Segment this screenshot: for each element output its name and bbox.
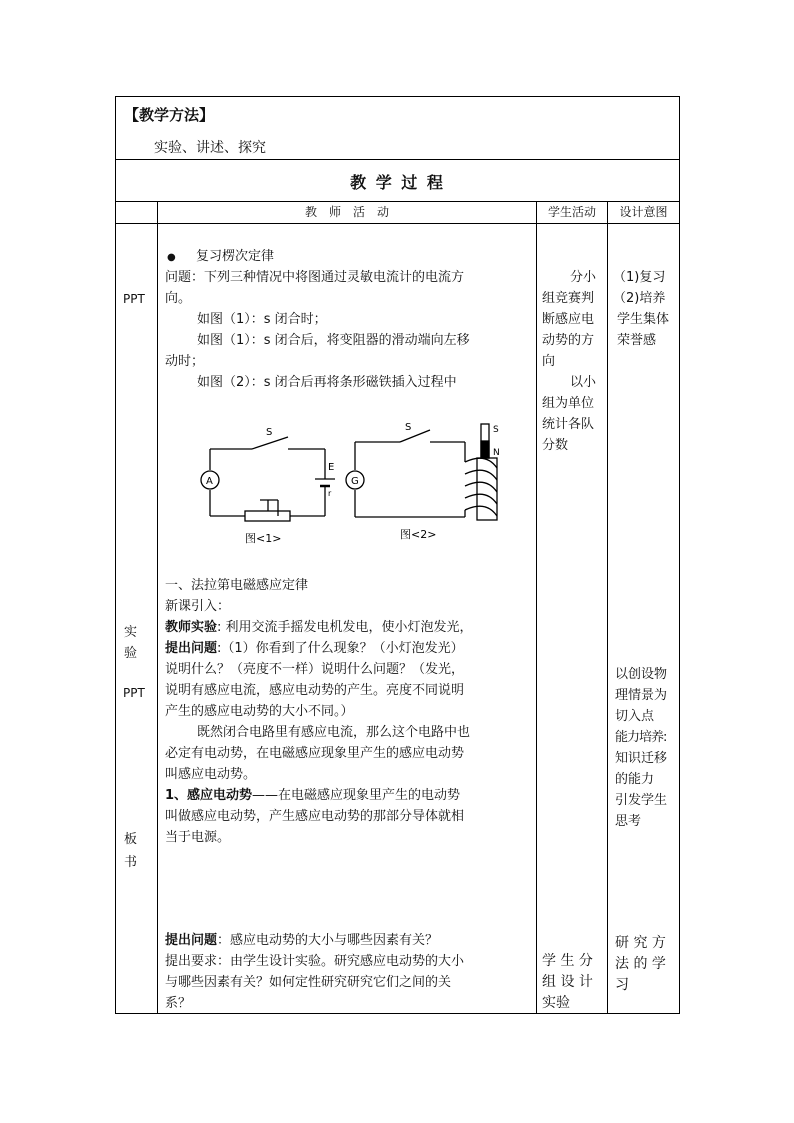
section1-definition-2: 叫做感应电动势，产生感应电动势的那部分导体就相 [165,809,465,824]
header-student: 学生活动 [547,205,596,219]
fig1-caption: 图<1> [245,532,282,545]
method-heading: 【教学方法】 [124,106,215,124]
student-activity-1: 分小 组竞赛判 断感应电 动势的方 向 [542,270,597,369]
section1-para2-b: 必定有电动势，在电磁感应现象里产生的感应电动势 [165,746,465,761]
question2-line-3: 与哪些因素有关？如何定性研究研究它们之间的关 [165,975,452,990]
section1-para2-a: 既然闭合电路里有感应电流，那么这个电路中也 [197,725,471,740]
section1-intro: 新课引入： [165,599,231,614]
design-intent-3: 研 究 方 法 的 学 习 [615,935,666,993]
circuit-figure-1 [201,437,335,521]
review-question-1: 问题：下列三种情况中将图通过灵敏电流计的电流方 [165,270,465,285]
section1-para2-c: 叫感应电动势。 [165,767,257,782]
label-ppt-1: PPT [123,292,145,306]
label-ban: 板 [124,832,138,847]
label-shi: 实 [124,625,138,640]
header-teacher: 教 师 活 动 [304,205,389,219]
process-title: 教 学 过 程 [350,173,445,192]
circuit-figures [190,412,510,552]
header-design: 设计意图 [619,205,668,219]
review-question-2: 向。 [165,291,192,306]
fig1-battery-r: r [328,489,332,498]
fig2-magnet-s: S [493,425,499,435]
fig2-caption: 图<2> [400,528,437,541]
fig2-switch-label: S [405,422,412,433]
label-ppt-2: PPT [123,686,145,700]
label-shu: 书 [124,855,138,870]
student-activity-2: 以小 组为单位 统计各队 分数 [542,375,597,453]
section1-experiment: 教师实验: 利用交流手摇发电机发电，使小灯泡发光， [165,620,473,635]
section1-title: 一、法拉第电磁感应定律 [165,578,309,593]
design-intent-2: 以创设物 理情景为 切入点 能力培养: 知识迁移 的能力 引发学生 思考 [615,667,668,829]
fig1-battery-e: E [328,462,335,473]
question2-line-1: 提出问题：感应电动势的大小与哪些因素有关？ [165,933,439,948]
student-activity-3: 学 生 分 组 设 计 实验 [542,953,593,1011]
review-case-3: 如图（2）：s 闭合后再将条形磁铁插入过程中 [197,375,457,390]
review-title: ● 复习楞次定律 [167,249,275,264]
review-case-2a: 如图（1）：s 闭合后，将变阻器的滑动端向左移 [197,333,470,348]
review-case-1: 如图（1）：s 闭合时； [197,312,327,327]
fig1-switch-label: S [266,427,273,438]
section1-question: 提出问题:（1）你看到了什么现象？（小灯泡发光） [165,641,464,656]
method-content: 实验、讲述、探究 [154,140,266,156]
bullet-icon: ● [167,252,176,263]
review-case-2b: 动时； [165,354,205,369]
question2-line-4: 系？ [165,996,192,1011]
design-intent-1: （1)复习 （2)培养 学生集体 荣誉感 [613,270,670,348]
fig2-meter-label: G [351,476,359,487]
fig1-meter-label: A [206,476,213,487]
section1-definition-3: 当于电源。 [165,830,231,845]
label-yan: 验 [124,646,138,661]
section1-line-3: 说明什么？（亮度不一样）说明什么问题？（发光， [165,662,465,677]
section1-line-4: 说明有感应电流，感应电动势的产生。亮度不同说明 [165,683,465,698]
question2-line-2: 提出要求：由学生设计实验。研究感应电动势的大小 [165,954,465,969]
fig2-magnet-n: N [493,448,500,458]
section1-definition: 1、感应电动势——在电磁感应现象里产生的电动势 [165,788,461,803]
circuit-figure-2 [346,424,497,520]
section1-line-5: 产生的感应电动势的大小不同。） [165,704,354,719]
